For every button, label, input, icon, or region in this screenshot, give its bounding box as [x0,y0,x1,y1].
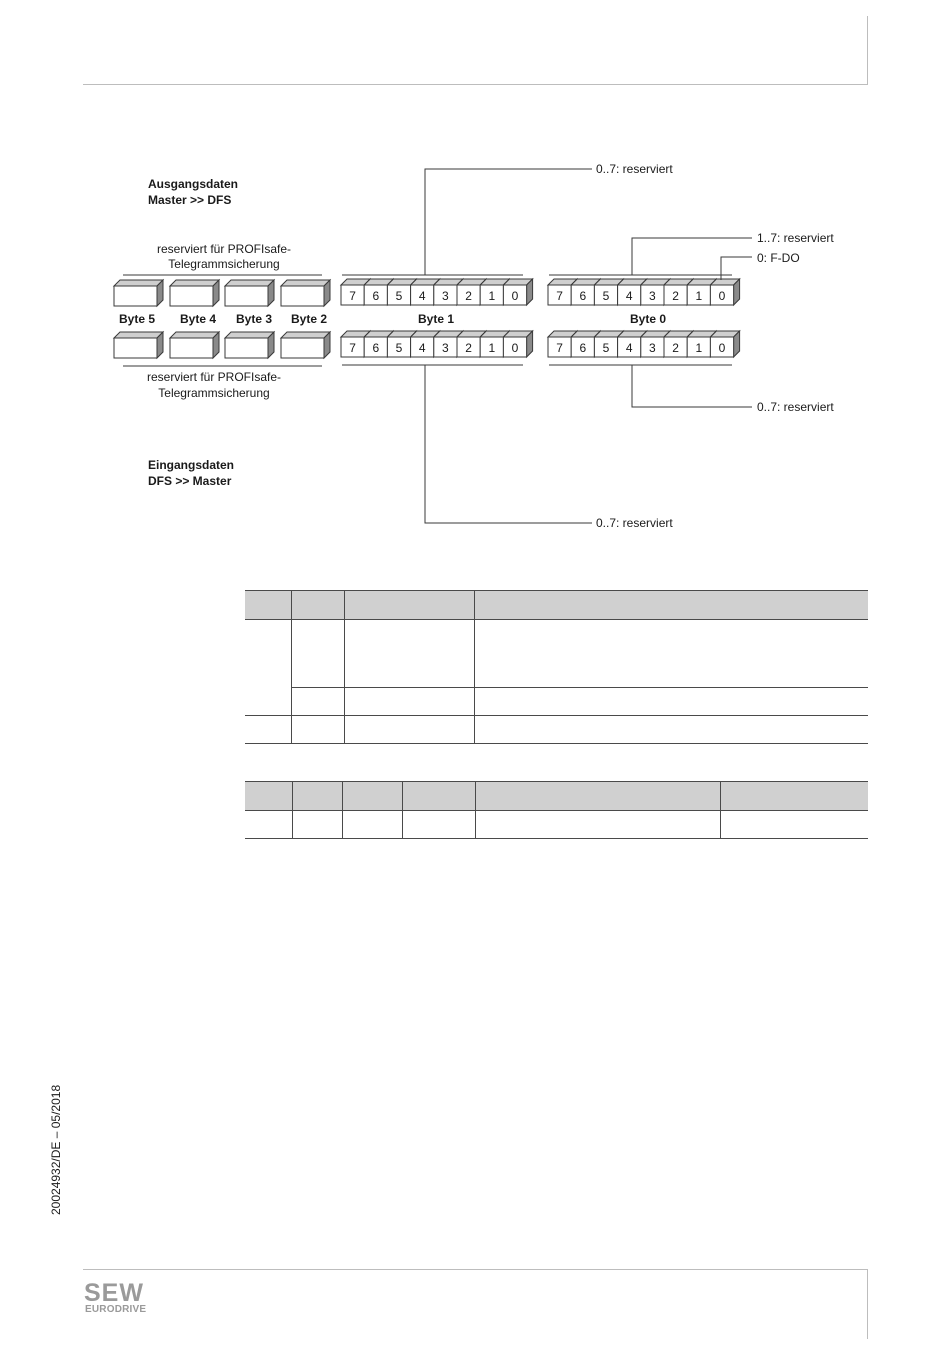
annotation-byte0-out-upper: 1..7: reserviert [757,231,834,245]
table-header-cell [475,782,720,811]
table-cell [344,688,474,716]
bit-number: 0 [718,341,726,355]
byte2-label: Byte 2 [290,312,328,326]
table-header-cell [474,591,716,620]
bit-number: 3 [649,341,656,355]
bit-number: 5 [395,289,403,303]
table-cell [291,716,344,744]
table-cell [245,811,292,839]
bit-number: 3 [649,289,656,303]
input-reserved-byte-box [225,332,274,358]
bit-number: 4 [418,341,426,355]
bit-number: 3 [442,341,449,355]
bit-number: 1 [695,289,703,303]
bit-number: 6 [372,289,380,303]
output-reserved-byte-box [170,280,219,306]
table-cell [716,688,868,716]
bit-number: 6 [372,341,380,355]
input-reserved-byte-box [170,332,219,358]
table-cell [716,620,868,688]
table-header-cell [720,782,868,811]
annotation-byte1-out: 0..7: reserviert [596,162,673,176]
table-header-row [245,591,868,620]
bit-number: 2 [672,289,679,303]
connector-byte1-out [425,169,592,275]
bit-number: 4 [625,341,633,355]
table-header-row [245,782,868,811]
bit-number: 5 [602,289,610,303]
byte0-label: Byte 0 [629,312,667,326]
byte3-label: Byte 3 [235,312,273,326]
table-cell [291,620,344,688]
table-cell [474,688,716,716]
byte1-label: Byte 1 [417,312,455,326]
table-cell [291,688,344,716]
input-title-line2: DFS >> Master [148,474,232,488]
annotation-byte1-in: 0..7: reserviert [596,516,673,530]
output-reserved-byte-box [225,280,274,306]
connector-byte0-bit0 [721,257,752,280]
output-reserved-byte-box [281,280,330,306]
logo-main-text: SEW [84,1279,144,1307]
bit-number: 2 [465,341,472,355]
footer-rule [83,1269,868,1270]
table-header-cell [344,591,474,620]
bit-number: 3 [442,289,449,303]
table-cell [344,716,474,744]
table-cell [474,716,716,744]
bit-number: 4 [625,289,633,303]
bit-number: 5 [602,341,610,355]
document-code: 20024932/DE – 05/2018 [49,1084,63,1215]
bit-number: 2 [672,341,679,355]
table-header-cell [402,782,475,811]
input-byte0-bit-cell [710,331,739,357]
parameter-table-1 [245,590,868,744]
table-row [245,716,868,744]
profisafe-data-diagram [0,0,950,560]
table-cell [292,811,342,839]
bit-number: 0 [718,289,726,303]
table-cell [720,811,868,839]
table-row [245,620,868,688]
bit-number: 2 [465,289,472,303]
bit-number: 5 [395,341,403,355]
bit-number: 7 [556,289,563,303]
reserved-top-line1: reserviert für PROFIsafe- [156,242,292,256]
logo-sub-text: EURODRIVE [85,1304,147,1315]
table-cell [342,811,402,839]
byte5-label: Byte 5 [118,312,156,326]
bit-number: 7 [349,341,356,355]
table-cell [716,716,868,744]
bit-number: 7 [349,289,356,303]
connector-byte0-in [632,365,752,407]
table-cell [245,620,291,716]
table-cell [475,811,720,839]
table-row [245,688,868,716]
output-byte0-bit-cell [710,279,739,305]
table-header-cell [342,782,402,811]
table-cell [474,620,716,688]
reserved-bottom-line2: Telegrammsicherung [158,386,270,400]
bit-number: 0 [511,289,519,303]
table-header-cell [245,782,292,811]
table-cell [344,620,474,688]
bit-number: 6 [579,289,587,303]
table-header-cell [716,591,868,620]
footer-margin-line [867,1269,868,1339]
input-reserved-byte-box [114,332,163,358]
input-byte1-bit-cell [503,331,532,357]
output-byte1-bit-cell [503,279,532,305]
table-header-cell [291,591,344,620]
annotation-byte0-in: 0..7: reserviert [757,400,834,414]
output-title-line2: Master >> DFS [148,193,232,207]
input-reserved-byte-box [281,332,330,358]
connector-byte1-in [425,365,592,523]
output-title-line1: Ausgangsdaten [148,177,239,191]
reserved-bottom-line1: reserviert für PROFIsafe- [146,370,282,384]
bit-number: 1 [695,341,703,355]
byte4-label: Byte 4 [179,312,217,326]
bit-number: 0 [511,341,519,355]
table-row [245,811,868,839]
bit-number: 6 [579,341,587,355]
bit-number: 1 [488,289,496,303]
parameter-table-2 [245,781,868,839]
bit-number: 1 [488,341,496,355]
sew-eurodrive-logo [84,1279,154,1319]
table-cell [245,716,291,744]
annotation-byte0-bit0: 0: F-DO [757,251,800,265]
input-title-line1: Eingangsdaten [148,458,235,472]
reserved-top-line2: Telegrammsicherung [168,257,280,271]
bit-number: 4 [418,289,426,303]
bit-number: 7 [556,341,563,355]
table-header-cell [292,782,342,811]
output-reserved-byte-box [114,280,163,306]
table-cell [402,811,475,839]
table-header-cell [245,591,291,620]
